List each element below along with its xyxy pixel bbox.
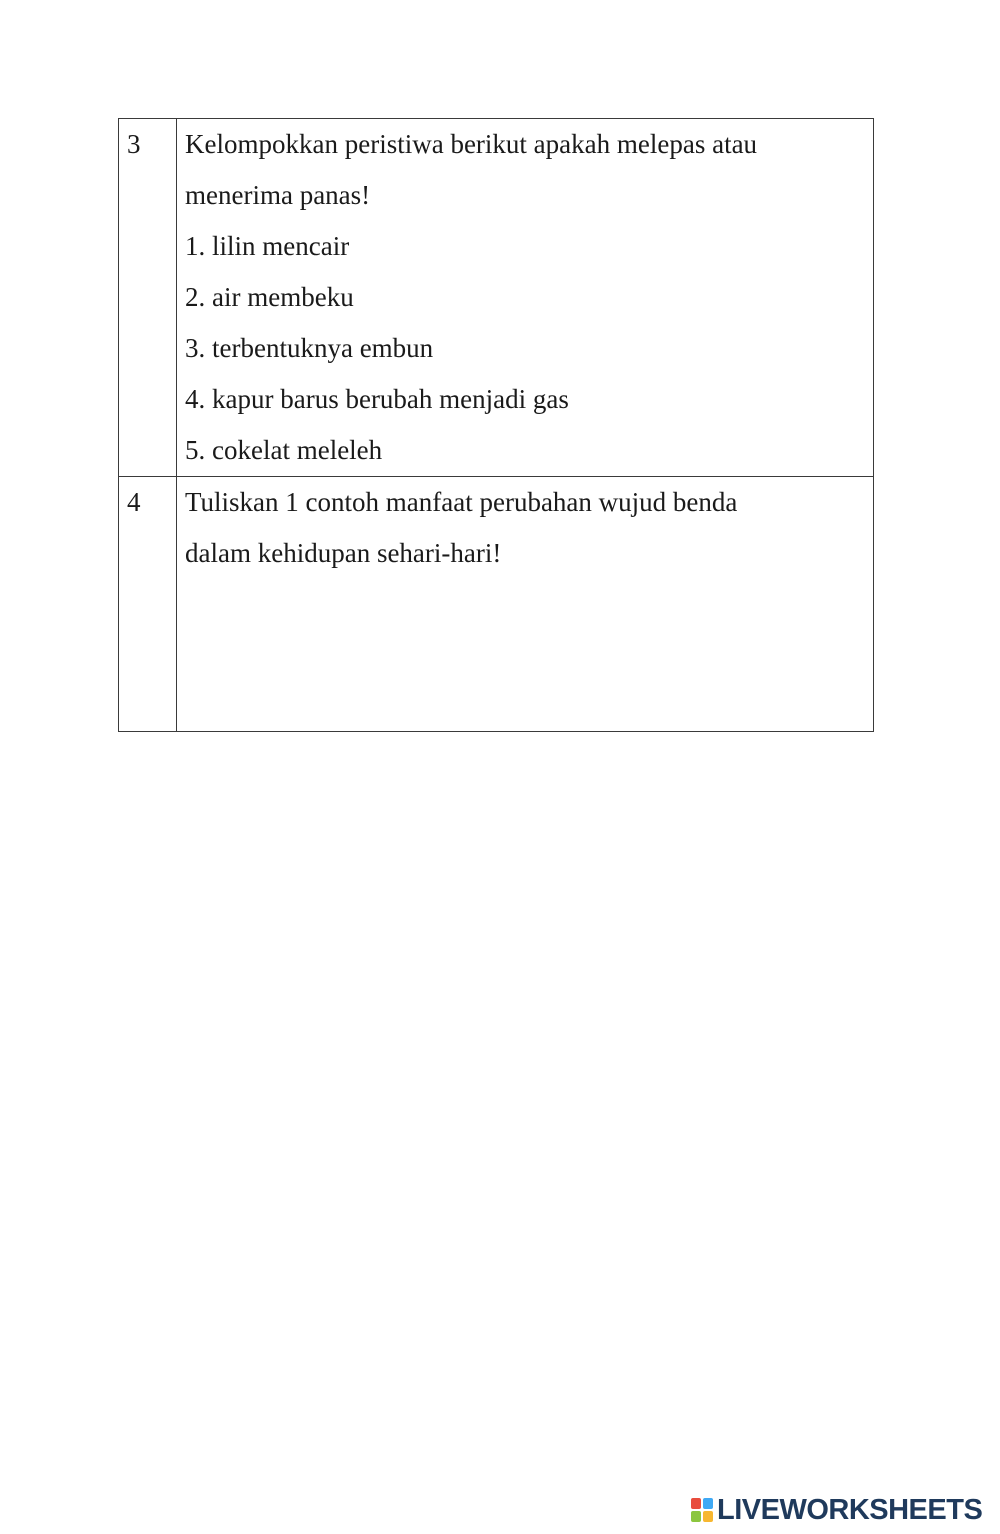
question-row-4 [119,477,874,732]
question-content [177,119,874,477]
list-item: 2. air membeku [185,282,354,312]
event-list [185,221,873,476]
liveworksheets-brand [691,1494,982,1526]
question-prompt-line: Kelompokkan peristiwa berikut apakah melepas atau [185,129,758,159]
question-number: 4 [119,477,177,732]
brand-name: LIVEWORKSHEETS [717,1494,983,1526]
question-prompt-line: menerima panas! [185,180,371,210]
worksheet-table [118,118,874,732]
list-item: 4. kapur barus berubah menjadi gas [185,384,569,414]
question-prompt-line: Tuliskan 1 contoh manfaat perubahan wujud benda [185,487,738,517]
list-item: 5. cokelat meleleh [185,435,383,465]
question-prompt-line: dalam kehidupan sehari-hari! [185,538,502,568]
question-number: 3 [119,119,177,477]
list-item: 3. terbentuknya embun [185,333,434,363]
liveworksheets-logo-icon [691,1498,713,1522]
question-content [177,477,874,732]
question-row-3 [119,119,874,477]
list-item: 1. lilin mencair [185,231,350,261]
